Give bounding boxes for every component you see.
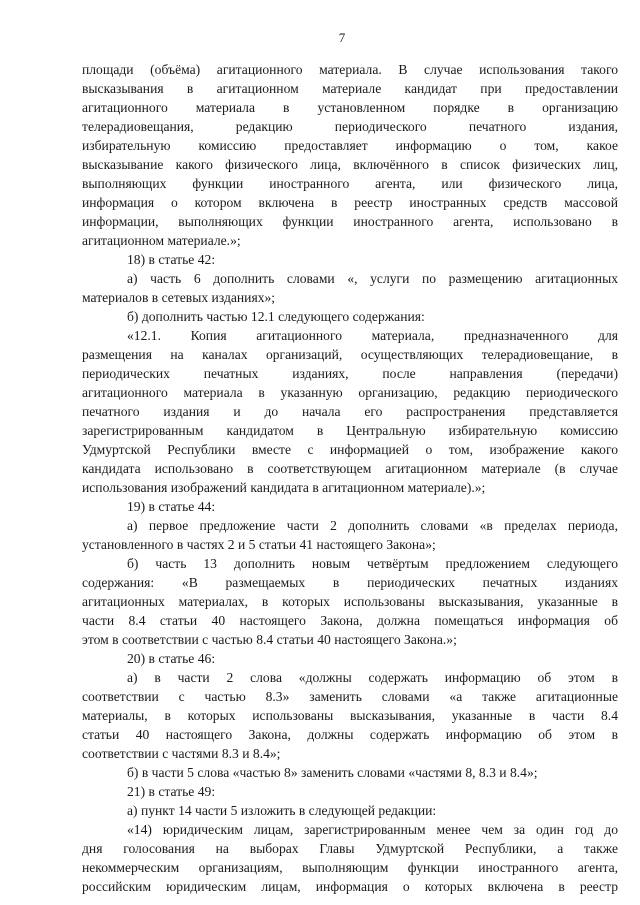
document-body: [82, 60, 618, 896]
page-number: 7: [338, 30, 346, 45]
text-line: Удмуртской Республики вместе с информацией о том, изображение какого: [82, 442, 618, 457]
text-line: выполняющих функции иностранного агента, или физического лица,: [82, 176, 618, 191]
text-line: 20) в статье 46:: [127, 651, 216, 666]
text-line: б) часть 13 дополнить новым четвёртым предложением следующего: [127, 556, 618, 571]
text-line: высказывания в агитационном материале кандидат при предоставлении: [82, 81, 618, 96]
text-line: печатного издания и до начала его распространения представляется: [82, 404, 618, 419]
text-line: 19) в статье 44:: [127, 499, 216, 514]
text-line: высказывание какого физического лица, включённого в список физических лиц,: [82, 157, 618, 172]
text-line: зарегистрированным кандидатом в Центральную избирательную комиссию: [82, 423, 618, 438]
text-line: а) в части 2 слова «должны содержать информацию об этом в: [127, 670, 618, 685]
text-line: кандидата использовано в соответствующем агитационном материале (в случае: [82, 461, 618, 476]
text-line: информация о котором включена в реестр иностранных средств массовой: [82, 195, 618, 210]
text-line: агитационного материала в установленном порядке в организацию: [82, 100, 618, 115]
text-line: материалов в сетевых изданиях»;: [82, 290, 276, 305]
text-line: статьи 40 настоящего Закона, должны содержать информацию об этом в: [82, 727, 618, 742]
text-line: агитационного материала в указанную организацию, редакцию периодического: [82, 385, 618, 400]
text-line: а) пункт 14 части 5 изложить в следующей редакции:: [127, 803, 437, 818]
text-line: периодических печатных изданиях, после направления (передачи): [82, 366, 618, 381]
text-line: размещения на каналах организаций, осуществляющих телерадиовещание, в: [82, 347, 618, 362]
text-line: этом в соответствии с частью 8.4 статьи 40 настоящего Закона.»;: [82, 632, 457, 647]
text-line: агитационном материале.»;: [82, 233, 241, 248]
text-line: а) часть 6 дополнить словами «, услуги по размещению агитационных: [127, 271, 618, 286]
text-line: а) первое предложение части 2 дополнить словами «в пределах периода,: [127, 518, 618, 533]
text-line: российским юридическим лицам, информация о которых включена в реестр: [82, 879, 618, 894]
text-line: б) дополнить частью 12.1 следующего содержания:: [127, 309, 425, 324]
text-line: телерадиовещания, редакцию периодического печатного издания,: [82, 119, 618, 134]
text-line: соответствии с частью 8.3» заменить словами «а также агитационные: [82, 689, 618, 704]
text-line: установленного в частях 2 и 5 статьи 41 настоящего Закона»;: [82, 537, 436, 552]
text-line: «12.1. Копия агитационного материала, предназначенного для: [127, 328, 618, 343]
text-line: 18) в статье 42:: [127, 252, 216, 267]
text-line: материалы, в которых использованы высказывания, указанные в части 8.4: [82, 708, 618, 723]
text-line: соответствии с частями 8.3 и 8.4»;: [82, 746, 281, 761]
text-line: информации, выполняющих функции иностранного агента, использовано в: [82, 214, 618, 229]
text-line: избирательную комиссию предоставляет информацию о том, какое: [82, 138, 618, 153]
text-line: 21) в статье 49:: [127, 784, 216, 799]
text-line: части 8.4 статьи 40 настоящего Закона, должна помещаться информация об: [82, 613, 618, 628]
text-line: содержания: «В размещаемых в периодических печатных изданиях: [82, 575, 618, 590]
text-line: дня голосования на выборах Главы Удмуртской Республики, а также: [82, 841, 618, 856]
text-line: использования изображений кандидата в агитационном материале).»;: [82, 480, 486, 495]
text-line: агитационных материалах, в которых использованы высказывания, указанные в: [82, 594, 618, 609]
text-line: б) в части 5 слова «частью 8» заменить словами «частями 8, 8.3 и 8.4»;: [127, 765, 538, 780]
text-line: «14) юридическим лицам, зарегистрированным менее чем за один год до: [127, 822, 618, 837]
text-line: площади (объёма) агитационного материала. В случае использования такого: [82, 62, 618, 77]
text-line: некоммерческим организациям, выполняющим функции иностранного агента,: [82, 860, 618, 875]
